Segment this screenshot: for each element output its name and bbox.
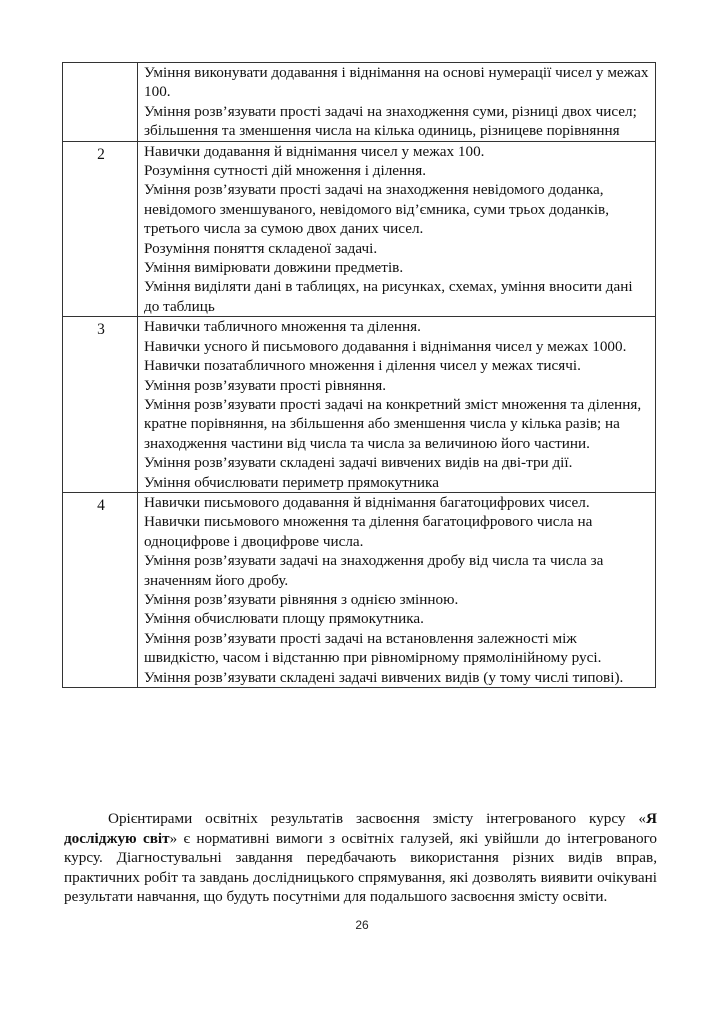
skill-line: Уміння розв’язувати складені задачі вивчених видів (у тому числі типові). xyxy=(144,668,624,686)
table-row xyxy=(63,63,656,142)
page-number: 26 xyxy=(355,918,369,932)
skill-line: Уміння вимірювати довжини предметів. xyxy=(144,259,404,277)
table-row xyxy=(63,141,656,317)
table-row xyxy=(63,492,656,687)
skills-cell xyxy=(138,317,656,493)
grade-cell: 2 xyxy=(63,141,138,317)
skill-line: Уміння виділяти дані в таблицях, на рисунках, схемах, уміння вносити дані до таблиць xyxy=(144,278,633,315)
skill-line: Уміння розв’язувати складені задачі вивчених видів на дві-три дії. xyxy=(144,454,573,472)
skill-line: Уміння розв’язувати прості задачі на конкретний зміст множення та ділення, кратне порівняння, на збільшення або зменшення числа у кілька разів; на знаходження частини від числа та числа за величиною його частини. xyxy=(144,395,642,452)
skill-line: Навички позатабличного множення і ділення чисел у межах тисячі. xyxy=(144,357,581,375)
skill-line: Уміння розв’язувати прості рівняння. xyxy=(144,376,387,394)
table-row xyxy=(63,317,656,493)
skill-line: Розуміння поняття складеної задачі. xyxy=(144,239,378,257)
skill-line: Уміння обчислювати площу прямокутника. xyxy=(144,610,424,628)
grade-cell xyxy=(63,63,138,142)
skill-line: Уміння обчислювати периметр прямокутника xyxy=(144,473,439,491)
skill-line: Уміння розв’язувати прості задачі на знаходження невідомого доданка, невідомого зменшуваного, невідомого від’ємника, суми трьох доданків, третього числа за сумою двох даних чисел. xyxy=(144,181,610,238)
skill-line: Навички табличного множення та ділення. xyxy=(144,318,421,336)
summary-paragraph xyxy=(64,809,657,907)
paragraph-text-start: Орієнтирами освітніх результатів засвоєння змісту інтегрованого курсу « xyxy=(108,810,647,828)
skills-cell xyxy=(138,492,656,687)
skills-cell xyxy=(138,141,656,317)
grade-cell: 4 xyxy=(63,492,138,687)
paragraph-text-end: » є нормативні вимоги з освітніх галузей, які увійшли до інтегрованого курсу. Діагностувальні завдання передбачають використання різних видів вправ, практичних робіт та завдань дослідницького спрямування, які дозволять виявити очікувані результати навчання, що будуть посутніми для подальшого засвоєння змісту освіти. xyxy=(64,829,657,906)
skill-line: Уміння розв’язувати прості задачі на знаходження суми, різниці двох чисел; збільшення та зменшення числа на кілька одиниць, різницеве порівняння xyxy=(144,102,637,140)
skills-cell xyxy=(138,63,656,142)
grade-cell: 3 xyxy=(63,317,138,493)
skill-line: Уміння виконувати додавання і віднімання на основі нумерації чисел у межах 100. xyxy=(144,64,649,101)
skills-table xyxy=(62,62,656,688)
skill-line: Розуміння сутності дій множення і ділення. xyxy=(144,162,427,180)
course-title: Я досліджую світ xyxy=(64,810,657,847)
skill-line: Уміння розв’язувати задачі на знаходження дробу від числа та числа за значенням його дробу. xyxy=(144,552,604,589)
skill-line: Навички письмового множення та ділення багатоцифрового числа на одноцифрове і двоцифрове числа. xyxy=(144,513,593,550)
skill-line: Уміння розв’язувати рівняння з однією змінною. xyxy=(144,590,459,608)
skill-line: Навички усного й письмового додавання і віднімання чисел у межах 1000. xyxy=(144,337,627,355)
skill-line: Уміння розв’язувати прості задачі на встановлення залежності між швидкістю, часом і відстанню при рівномірному прямолінійному русі. xyxy=(144,629,602,667)
skill-line: Навички письмового додавання й віднімання багатоцифрових чисел. xyxy=(144,493,590,511)
skill-line: Навички додавання й віднімання чисел у межах 100. xyxy=(144,142,485,160)
